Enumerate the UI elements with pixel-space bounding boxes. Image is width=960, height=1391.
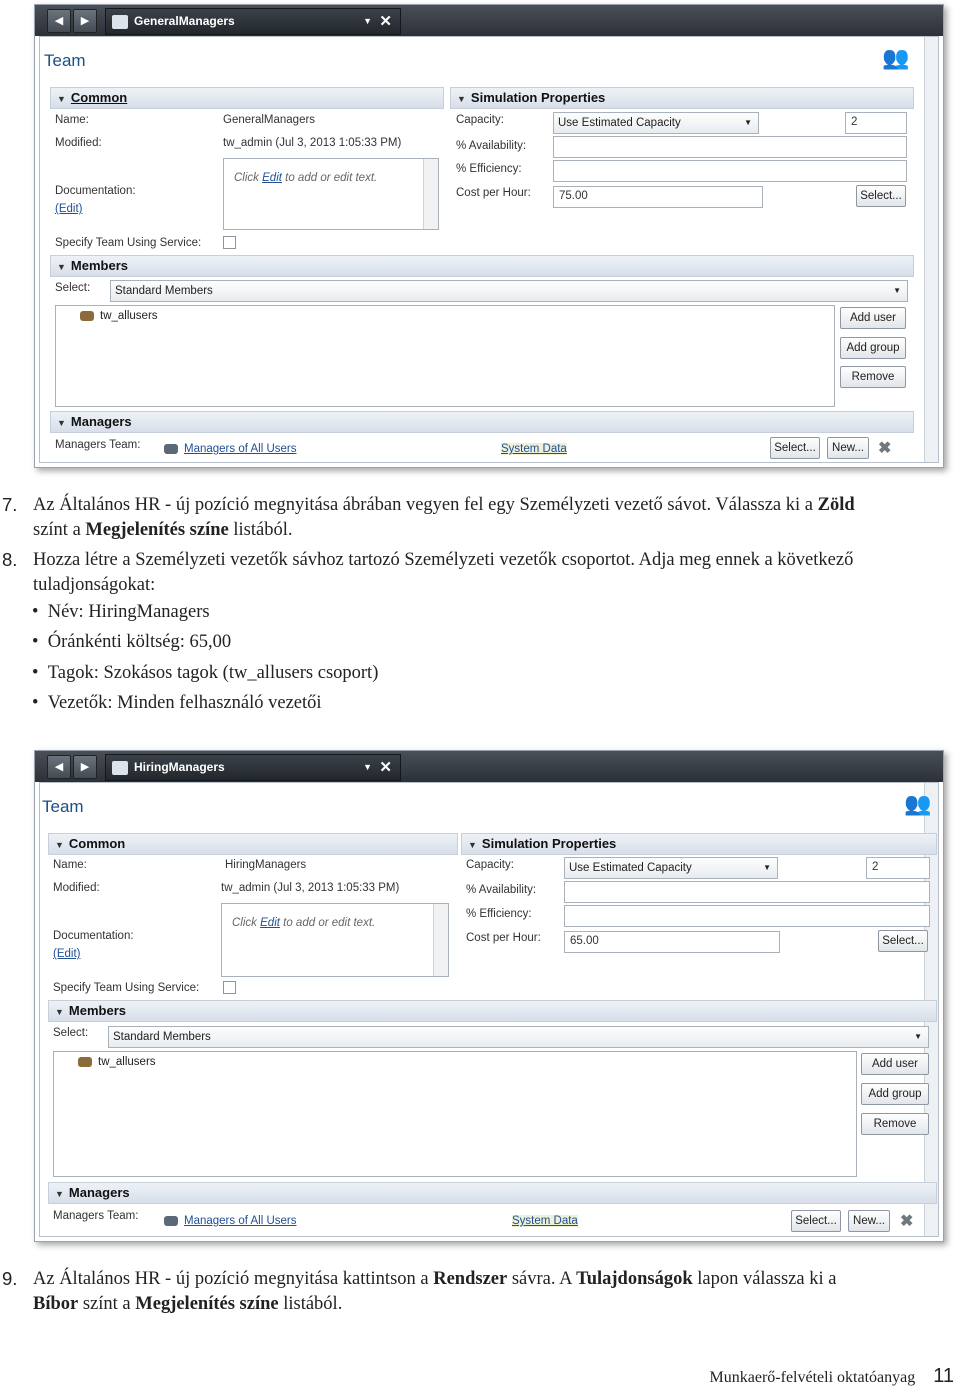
cost-input[interactable]: 75.00 <box>553 186 763 208</box>
add-user-button[interactable]: Add user <box>861 1053 929 1075</box>
documentation-edit-link[interactable]: (Edit) <box>53 948 81 960</box>
tab-menu-chevron-icon[interactable]: ▼ <box>363 16 372 26</box>
editor-tab[interactable] <box>105 754 401 781</box>
chevron-down-icon: ▼ <box>763 863 771 872</box>
close-tab-icon[interactable]: ✕ <box>379 759 392 776</box>
managers-select-button[interactable]: Select... <box>770 437 820 459</box>
back-button[interactable]: ◀ <box>47 9 71 33</box>
remove-manager-icon[interactable]: ✖ <box>878 440 892 457</box>
remove-manager-icon[interactable]: ✖ <box>900 1213 914 1230</box>
cost-select-button[interactable]: Select... <box>878 930 928 952</box>
cost-label: Cost per Hour: <box>466 932 541 944</box>
managers-new-button[interactable]: New... <box>848 1210 890 1232</box>
page-title: Team <box>44 51 86 70</box>
group-icon <box>164 1216 178 1226</box>
service-label: Specify Team Using Service: <box>55 237 202 249</box>
members-select[interactable]: Standard Members ▼ <box>108 1026 929 1048</box>
documentation-label: Documentation: <box>53 930 134 942</box>
modified-value: tw_admin (Jul 3, 2013 1:05:33 PM) <box>221 882 400 894</box>
team-tab-icon <box>112 761 128 775</box>
cost-input[interactable]: 65.00 <box>564 931 780 953</box>
members-section-header[interactable]: ▼ Members <box>48 1000 937 1022</box>
members-select-label: Select: <box>53 1027 89 1039</box>
capacity-label: Capacity: <box>466 859 514 871</box>
cost-select-button[interactable]: Select... <box>856 185 906 207</box>
back-button[interactable]: ◀ <box>47 755 71 779</box>
team-editor <box>39 782 939 1237</box>
managers-section-header[interactable]: ▼ Managers <box>50 411 914 433</box>
availability-label: % Availability: <box>456 140 527 152</box>
team-icon: 👥 <box>904 791 932 816</box>
group-icon <box>78 1057 92 1067</box>
documentation-field[interactable] <box>223 158 439 230</box>
step-9-line-1: Az Általános HR - új pozíció megnyitása kattintson a Rendszer sávra. A Tulajdonságok lapon válassza ki a <box>33 1269 837 1289</box>
availability-label: % Availability: <box>466 884 537 896</box>
efficiency-input[interactable] <box>564 905 930 927</box>
list-item[interactable]: tw_allusers <box>80 310 158 322</box>
page-title: Team <box>42 797 84 816</box>
step-8: 8. Hozza létre a Személyzeti vezetők sávhoz tartozó Személyzeti vezetők csoportot. Adja meg ennek a következő tuladjonságokat: <box>2 549 854 595</box>
forward-button[interactable]: ▶ <box>73 755 97 779</box>
members-select-label: Select: <box>55 282 91 294</box>
efficiency-label: % Efficiency: <box>466 908 532 920</box>
step-8-line-2: tuladjonságokat: <box>33 575 156 595</box>
tab-menu-chevron-icon[interactable]: ▼ <box>363 762 372 772</box>
collapse-icon: ▼ <box>468 840 477 850</box>
members-list[interactable] <box>53 1051 857 1177</box>
editor-titlebar <box>35 5 943 36</box>
name-value[interactable]: HiringManagers <box>225 859 307 871</box>
modified-label: Modified: <box>55 137 102 149</box>
efficiency-label: % Efficiency: <box>456 163 522 175</box>
add-group-button[interactable]: Add group <box>861 1083 929 1105</box>
managers-team-label: Managers Team: <box>55 439 141 451</box>
availability-input[interactable] <box>553 136 907 158</box>
screenshot-hiring-managers <box>34 750 944 1242</box>
documentation-label: Documentation: <box>55 185 136 197</box>
documentation-placeholder: Click Edit to add or edit text. <box>232 917 376 929</box>
forward-button[interactable]: ▶ <box>73 9 97 33</box>
capacity-select[interactable]: Use Estimated Capacity ▼ <box>553 112 759 134</box>
step-7-line-1: Az Általános HR - új pozíció megnyitása ábrában vegyen fel egy Személyzeti vezető sávot. Válassza ki a Zöld <box>33 495 855 515</box>
managers-team-link[interactable]: Managers of All Users <box>164 1215 297 1227</box>
vertical-scrollbar[interactable] <box>924 37 938 462</box>
step-8-line-1: Hozza létre a Személyzeti vezetők sávhoz tartozó Személyzeti vezetők csoportot. Adja meg ennek a következő <box>33 550 854 570</box>
chevron-down-icon: ▼ <box>893 286 901 295</box>
step-7-line-2: színt a Megjelenítés színe listából. <box>33 520 293 540</box>
managers-team-label: Managers Team: <box>53 1210 139 1222</box>
footer-title: Munkaerő-felvételi oktatóanyag <box>709 1369 916 1386</box>
tab-title: GeneralManagers <box>134 14 235 28</box>
system-data-link[interactable]: System Data <box>512 1215 578 1227</box>
team-icon: 👥 <box>882 45 910 70</box>
collapse-icon: ▼ <box>57 94 66 104</box>
collapse-icon: ▼ <box>57 262 66 272</box>
collapse-icon: ▼ <box>55 1189 64 1199</box>
chevron-down-icon: ▼ <box>744 118 752 127</box>
service-checkbox[interactable] <box>223 236 236 249</box>
members-section-header[interactable]: ▼ Members <box>50 255 914 277</box>
documentation-field[interactable] <box>221 903 449 977</box>
modified-label: Modified: <box>53 882 100 894</box>
screenshot-general-managers <box>34 4 944 468</box>
collapse-icon: ▼ <box>457 94 466 104</box>
managers-team-link[interactable]: Managers of All Users <box>164 443 297 455</box>
bullet-item: • Vezetők: Minden felhasználó vezetői <box>32 693 322 713</box>
service-checkbox[interactable] <box>223 981 236 994</box>
group-icon <box>80 311 94 321</box>
system-data-link[interactable]: System Data <box>501 443 567 455</box>
add-user-button[interactable]: Add user <box>840 307 906 329</box>
page-number: 11 <box>933 1365 954 1387</box>
members-list[interactable] <box>55 305 835 407</box>
collapse-icon: ▼ <box>55 840 64 850</box>
efficiency-input[interactable] <box>553 160 907 182</box>
documentation-edit-link[interactable]: (Edit) <box>55 203 83 215</box>
list-item[interactable]: tw_allusers <box>78 1056 156 1068</box>
step-9-line-2: Bíbor színt a Megjelenítés színe listából. <box>33 1294 343 1314</box>
name-value[interactable]: GeneralManagers <box>223 114 316 126</box>
documentation-placeholder: Click Edit to add or edit text. <box>234 172 378 184</box>
simulation-section-header[interactable]: ▼ Simulation Properties <box>461 833 937 855</box>
group-icon <box>164 444 178 454</box>
modified-value: tw_admin (Jul 3, 2013 1:05:33 PM) <box>223 137 402 149</box>
documentation-scrollbar[interactable] <box>423 159 438 229</box>
documentation-scrollbar[interactable] <box>433 904 448 976</box>
add-group-button[interactable]: Add group <box>840 337 906 359</box>
page-footer <box>710 1365 954 1388</box>
capacity-input[interactable]: 2 <box>845 112 907 134</box>
availability-input[interactable] <box>564 881 930 903</box>
chevron-down-icon: ▼ <box>914 1032 922 1041</box>
bullet-item: • Tagok: Szokásos tagok (tw_allusers csoport) <box>32 663 379 683</box>
tab-title: HiringManagers <box>134 760 225 774</box>
collapse-icon: ▼ <box>55 1007 64 1017</box>
capacity-input[interactable]: 2 <box>866 857 930 879</box>
capacity-label: Capacity: <box>456 114 504 126</box>
team-tab-icon <box>112 15 128 29</box>
common-section-header[interactable]: ▼ Common <box>48 833 458 855</box>
capacity-select[interactable]: Use Estimated Capacity ▼ <box>564 857 778 879</box>
team-editor <box>39 36 939 463</box>
remove-button[interactable]: Remove <box>840 366 906 388</box>
managers-new-button[interactable]: New... <box>827 437 869 459</box>
collapse-icon: ▼ <box>57 418 66 428</box>
step-9: 9. Az Általános HR - új pozíció megnyitása kattintson a Rendszer sávra. A Tulajdonságok lapon válassza ki a Bíbor színt a Megjelenítés színe listából. <box>2 1268 837 1314</box>
common-section-header[interactable]: ▼ Common <box>50 87 444 109</box>
step-7: 7. Az Általános HR - új pozíció megnyitása ábrában vegyen fel egy Személyzeti vezető sávot. Válassza ki a Zöld színt a Megjelenítés színe listából. <box>2 494 855 540</box>
bullet-item: • Név: HiringManagers <box>32 602 210 622</box>
close-tab-icon[interactable]: ✕ <box>379 13 392 30</box>
managers-section-header[interactable]: ▼ Managers <box>48 1182 937 1204</box>
editor-titlebar <box>35 751 943 782</box>
service-label: Specify Team Using Service: <box>53 982 200 994</box>
bullet-item: • Óránkénti költség: 65,00 <box>32 632 232 652</box>
editor-tab[interactable] <box>105 8 401 35</box>
managers-select-button[interactable]: Select... <box>791 1210 841 1232</box>
name-label: Name: <box>55 114 89 126</box>
name-label: Name: <box>53 859 87 871</box>
cost-label: Cost per Hour: <box>456 187 531 199</box>
remove-button[interactable]: Remove <box>861 1113 929 1135</box>
simulation-section-header[interactable]: ▼ Simulation Properties <box>450 87 914 109</box>
members-select[interactable]: Standard Members ▼ <box>110 280 908 302</box>
